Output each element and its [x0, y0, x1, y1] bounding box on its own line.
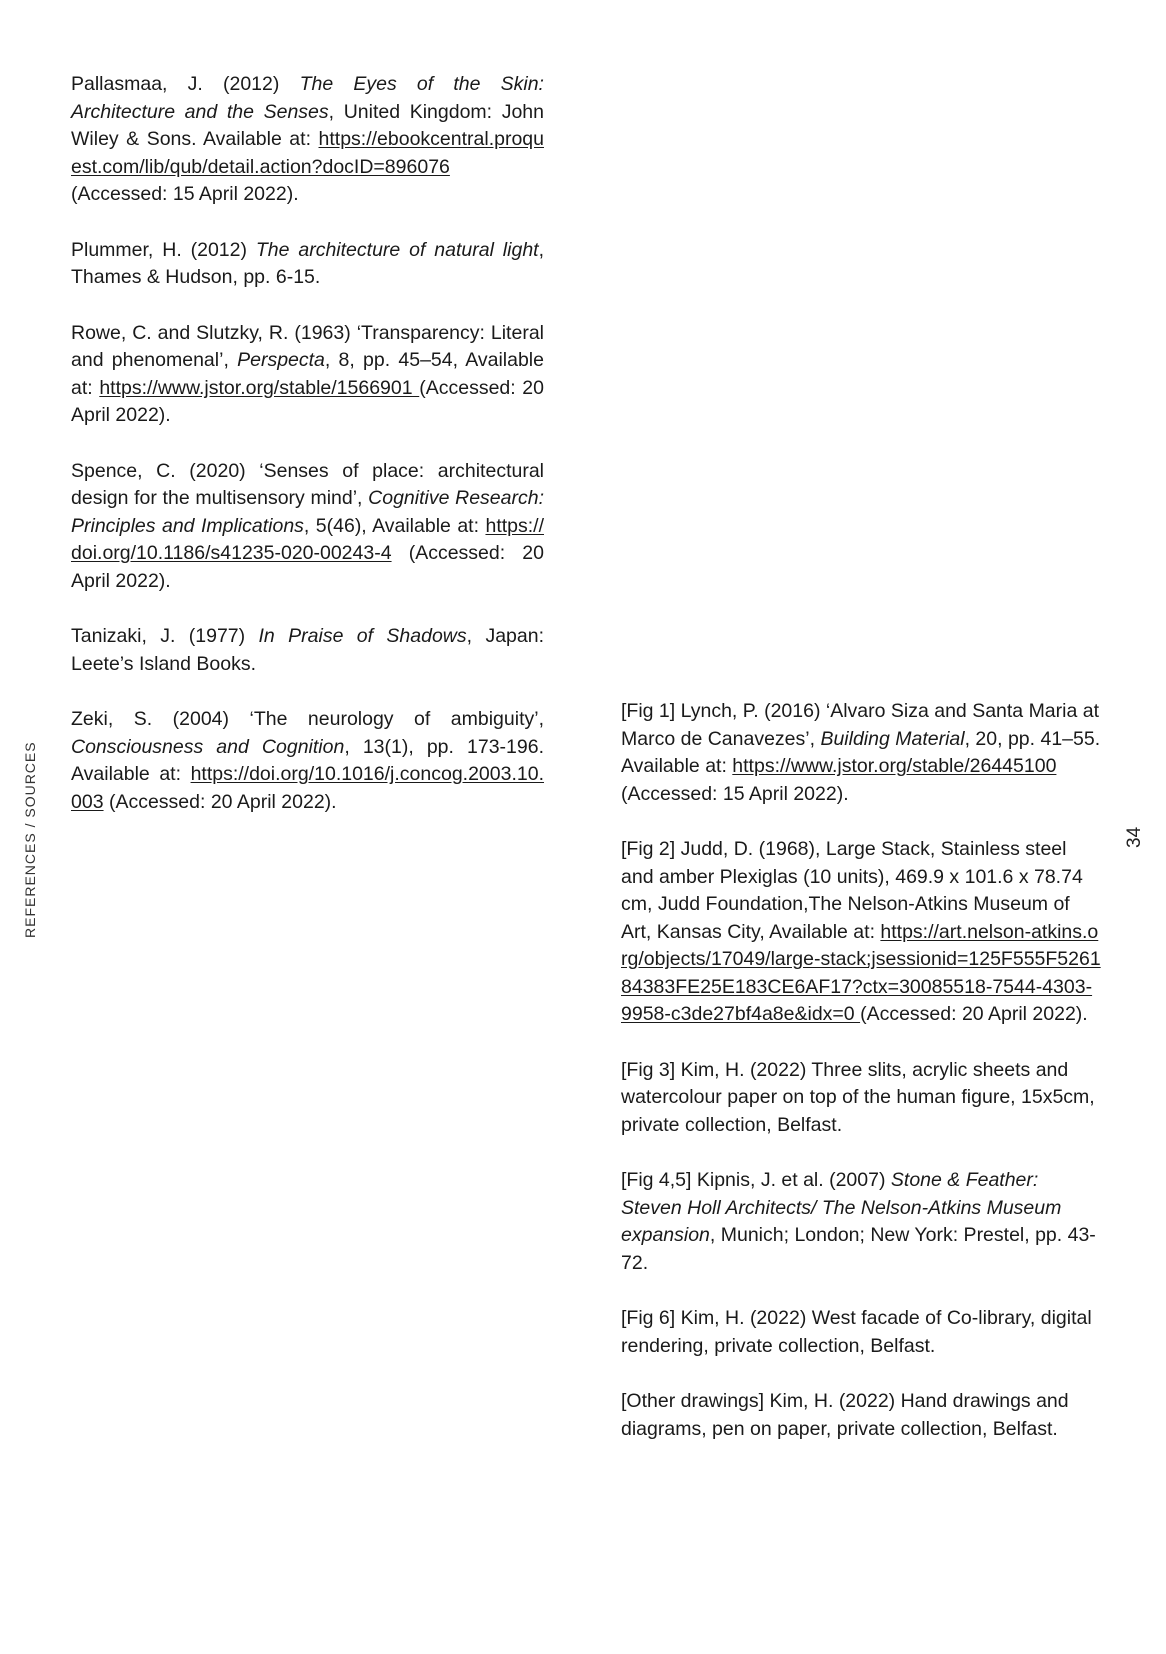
- figure-source-fig3: [621, 1057, 1101, 1140]
- reference-text: , Japan: Leete’s Island Books.: [71, 625, 544, 675]
- reference-title: Perspecta: [237, 349, 325, 371]
- reference-title: The Eyes of the Skin: Architecture and the Senses: [71, 73, 544, 123]
- reference-title: Cognitive Research: Principles and Implications: [71, 487, 544, 537]
- reference-spence: [71, 458, 544, 596]
- reference-text: (Accessed: 15 April 2022).: [621, 782, 849, 805]
- reference-title: The architecture of natural light: [255, 238, 539, 261]
- reference-link[interactable]: https://www.jstor.org/stable/1566901: [99, 376, 420, 399]
- reference-text: [Fig 1] Lynch, P. (2016) ‘Alvaro Siza and Santa Maria at Marco de Canavezes’,: [621, 700, 1100, 750]
- reference-text: (Accessed: 20 April 2022).: [103, 790, 337, 813]
- reference-text: , United Kingdom: John Wiley & Sons. Available at:: [71, 100, 544, 150]
- figure-source-fig6: [621, 1305, 1101, 1360]
- reference-title: In Praise of Shadows: [258, 625, 467, 647]
- reference-tanizaki: [71, 623, 544, 678]
- reference-text: [Fig 4,5] Kipnis, J. et al. (2007): [621, 1169, 891, 1191]
- reference-link[interactable]: https://doi.org/10.1016/j.concog.2003.10.003: [71, 763, 544, 813]
- reference-link[interactable]: https://ebookcentral.proquest.com/lib/qub/detail.action?docID=896076: [71, 128, 544, 178]
- reference-text: , 20, pp. 41–55. Available at:: [621, 727, 1101, 777]
- figure-source-fig4-5: [621, 1167, 1101, 1277]
- reference-text: Zeki, S. (2004) ‘The neurology of ambiguity’,: [71, 708, 544, 730]
- reference-text: , 5(46), Available at:: [303, 514, 486, 537]
- reference-text: [Fig 6] Kim, H. (2022) West facade of Co-library, digital rendering, private collection, Belfast.: [621, 1307, 1092, 1357]
- reference-text: (Accessed: 20 April 2022).: [860, 1003, 1088, 1025]
- reference-text: , 13(1), pp. 173-196. Available at:: [71, 735, 545, 785]
- reference-text: [Fig 3] Kim, H. (2022) Three slits, acrylic sheets and watercolour paper on top of the human figure, 15x5cm, private collection, Belfast.: [621, 1058, 1095, 1136]
- reference-text: , Thames & Hudson, pp. 6-15.: [71, 238, 544, 288]
- reference-text: , 8, pp. 45–54, Available at:: [71, 349, 544, 399]
- references-column-left: [71, 71, 544, 844]
- figure-sources-column: [621, 698, 1101, 1471]
- page-number: 34: [1124, 826, 1145, 848]
- figure-source-fig1: [621, 698, 1101, 808]
- reference-title: Building Material: [820, 727, 965, 750]
- reference-text: Plummer, H. (2012): [71, 238, 256, 261]
- reference-text: Spence, C. (2020) ‘Senses of place: architectural design for the multisensory mind’,: [71, 459, 544, 509]
- reference-title: Consciousness and Cognition: [71, 735, 345, 758]
- reference-pallasmaa: [71, 71, 544, 209]
- reference-title: Stone & Feather: Steven Holl Architects/ The Nelson-Atkins Museum expansion: [621, 1169, 1062, 1246]
- reference-text: (Accessed: 20 April 2022).: [71, 376, 544, 426]
- reference-link[interactable]: https://doi.org/10.1186/s41235-020-00243-4: [71, 514, 544, 564]
- reference-text: Rowe, C. and Slutzky, R. (1963) ‘Transparency: Literal and phenomenal’,: [71, 321, 544, 371]
- reference-text: Pallasmaa, J. (2012): [71, 73, 300, 95]
- reference-rowe: [71, 320, 544, 430]
- reference-text: (Accessed: 20 April 2022).: [71, 542, 544, 592]
- reference-link[interactable]: https://art.nelson-atkins.org/objects/17049/large-stack;jsessionid=125F555F526184383FE25E183CE6AF17?ctx=30085518-7544-4303-9958-c3de27bf4a8e&idx=0: [621, 920, 1101, 1025]
- reference-text: [Fig 2] Judd, D. (1968), Large Stack, Stainless steel and amber Plexiglas (10 units), 469.9 x 101.6 x 78.74 cm, Judd Foundation,The Nelson-Atkins Museum of Art, Kansas City, Available at:: [621, 838, 1083, 943]
- figure-source-fig2: [621, 836, 1101, 1029]
- reference-zeki: [71, 706, 544, 816]
- reference-text: Tanizaki, J. (1977): [71, 625, 259, 647]
- reference-text: , Munich; London; New York: Prestel, pp. 43-72.: [621, 1224, 1096, 1274]
- section-label: REFERENCES / SOURCES: [22, 741, 38, 938]
- reference-text: [Other drawings] Kim, H. (2022) Hand drawings and diagrams, pen on paper, private collection, Belfast.: [621, 1390, 1069, 1440]
- reference-link[interactable]: https://www.jstor.org/stable/26445100: [732, 755, 1057, 777]
- reference-text: (Accessed: 15 April 2022).: [71, 183, 299, 205]
- figure-source-other-drawings: [621, 1388, 1101, 1443]
- reference-plummer: [71, 237, 544, 292]
